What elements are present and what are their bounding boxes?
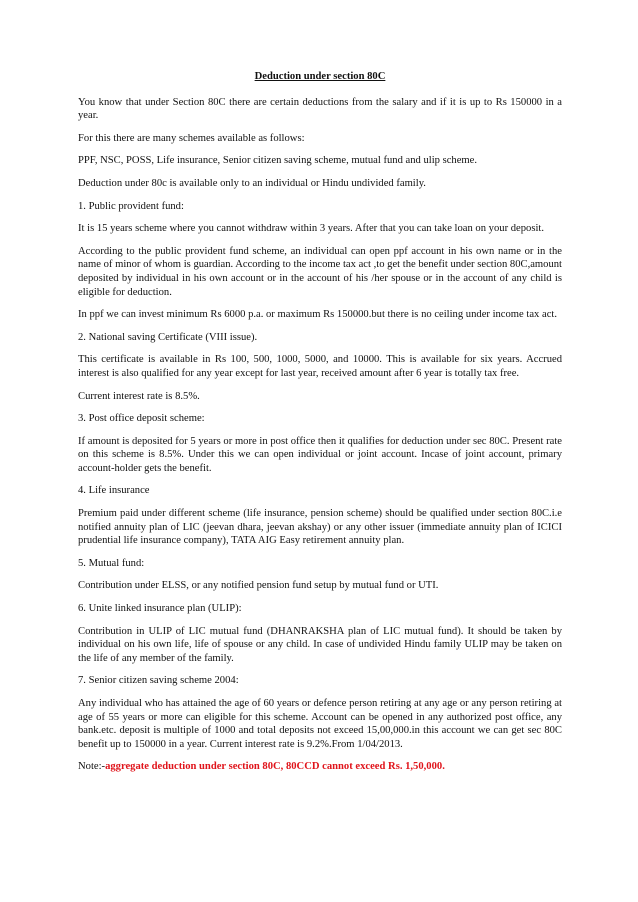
paragraph: According to the public provident fund scheme, an individual can open ppf account in his own name or in the name of minor of whom is guardian. According to the income tax act ,to get the benefit under section 80C,amount deposited by individual in his own account or in the account of his /her spouse or in the account of any child is eligible for deduction. [78,245,562,298]
paragraph: Premium paid under different scheme (life insurance, pension scheme) should be qualified under section 80C.i.e notified annuity plan of LIC (jeevan dhara, jeevan akshay) or any other issuer (immediate annuity plan of ICICI prudential life insurance company), TATA AIG Easy retirement annuity plan. [78,508,562,547]
paragraph: It is 15 years scheme where you cannot withdraw within 3 years. After that you can take loan on your deposit. [78,223,544,235]
paragraph: PPF, NSC, POSS, Life insurance, Senior citizen saving scheme, mutual fund and ulip scheme. [78,155,478,167]
document-title: Deduction under section 80C [254,71,386,82]
section-heading-mutual-fund: 5. Mutual fund: [78,557,145,569]
paragraph: Current interest rate is 8.5%. [78,390,200,402]
section-heading-senior-citizen: 7. Senior citizen saving scheme 2004: [78,675,239,687]
paragraph: If amount is deposited for 5 years or more in post office then it qualifies for deduction under sec 80C. Present rate on this scheme is 8.5%. Under this we can open individual or joint account. Incase of joint account, primary account-holder gets the benefit. [78,435,562,474]
paragraph: Contribution under ELSS, or any notified pension fund setup by mutual fund or UTI. [78,580,439,592]
section-heading-post-office: 3. Post office deposit scheme: [78,413,205,425]
section-heading-nsc: 2. National saving Certificate (VIII issue). [78,331,258,343]
paragraph: Contribution in ULIP of LIC mutual fund (DHANRAKSHA plan of LIC mutual fund). It should be taken by individual on his own life, life of spouse or any child. In case of undivided Hindu family ULIP may be taken on the life of any member of the family. [78,625,562,664]
note-text: aggregate deduction under section 80C, 80CCD cannot exceed Rs. 1,50,000. [105,761,445,773]
paragraph: Deduction under 80c is available only to an individual or Hindu undivided family. [78,177,426,189]
document-page [78,70,562,783]
paragraph: Any individual who has attained the age of 60 years or defence person retiring at any age or any person retiring at age of 55 years or more can eligible for this scheme. Account can be opened in any authorized post office, any bank.etc. deposit is multiple of 1000 and total deposits not exceed 15,00,000.in this account we can get sec 80C benefit up to 150000 in a year. Current interest rate is 9.2%.From 1/04/2013. [78,698,562,750]
paragraph: This certificate is available in Rs 100, 500, 1000, 5000, and 10000. This is available for six years. Accrued interest is also qualified for any year except for last year, received amount after 6 year is totally tax free. [78,354,562,379]
section-heading-life-insurance: 4. Life insurance [78,485,150,497]
paragraph: In ppf we can invest minimum Rs 6000 p.a. or maximum Rs 150000.but there is no ceiling under income tax act. [78,309,557,321]
paragraph: For this there are many schemes available as follows: [78,132,305,144]
note-paragraph [78,760,562,774]
section-heading-ppf: 1. Public provident fund: [78,200,184,212]
section-heading-ulip: 6. Unite linked insurance plan (ULIP): [78,603,242,615]
paragraph: You know that under Section 80C there are certain deductions from the salary and if it is up to Rs 150000 in a year. [78,96,562,122]
note-prefix: Note:- [78,761,106,773]
